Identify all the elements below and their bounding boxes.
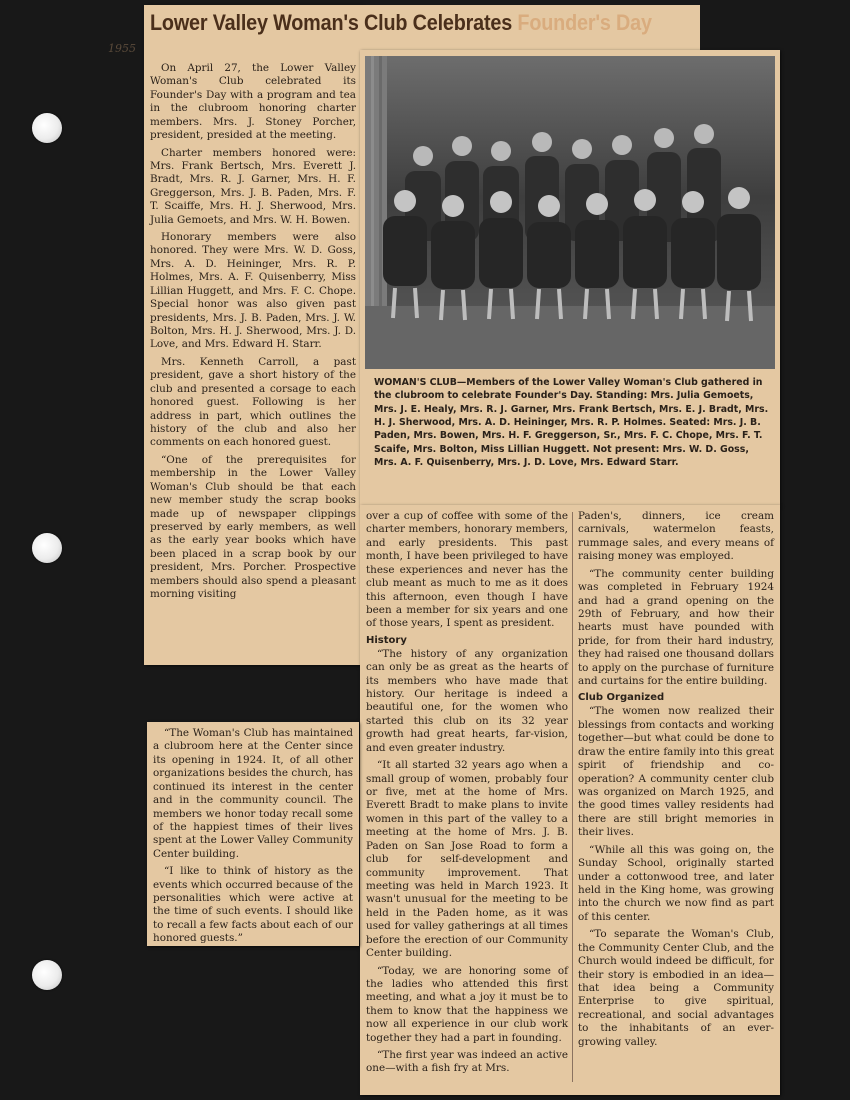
article-paragraph: “While all this was going on, the Sunday School, originally started under a cottonwood tree, and later held in the King home, was growing into the church we now find as part of this center. bbox=[578, 843, 774, 923]
column-divider bbox=[572, 512, 573, 1082]
handwritten-year: 1955 bbox=[108, 42, 136, 55]
binder-hole-middle bbox=[32, 533, 62, 563]
article-paragraph: “One of the prerequisites for membership in the Lower Valley Woman's Club should be that each new member study the scrap books made up of newspaper clippings preserved by early members, as well as the early year books which have been placed in a scrap book by our president, Mrs. Porcher. Prospective members should also spend a pleasant morning visiting bbox=[150, 453, 356, 601]
article-paragraph: “I like to think of history as the events which occurred because of the personalities which were active at the time of such events. I should like to recall a few facts about each of our honored guests.” bbox=[153, 865, 353, 945]
article-paragraph: “The first year was indeed an active one—with a fish fry at Mrs. bbox=[366, 1049, 568, 1075]
column-2 bbox=[366, 510, 568, 1080]
binder-hole-bottom bbox=[32, 960, 62, 990]
article-paragraph: On April 27, the Lower Valley Woman's Club celebrated its Founder's Day with a program and tea in the clubroom honoring charter members. Mrs. J. Stoney Porcher, president, presided at the meeting. bbox=[150, 62, 356, 142]
article-paragraph: “It all started 32 years ago when a small group of women, probably four or five, met at the home of Mrs. Everett Bradt to make plans to invite women in this part of the valley to a meeting at the home of Mrs. J. B. Paden on San Jose Road to form a club for self-development and community improvement. That meeting was held in March 1923. It wasn't unusual for the meeting to be held in the Paden home, as it was used for valley gatherings at all times before the erection of our Community Center building. bbox=[366, 759, 568, 960]
article-paragraph: “To separate the Woman's Club, the Community Center Club, and the Church would indeed be difficult, for their story is embodied in an idea—that idea being a Community Enterprise to give spiritual, recreational, and social advantages to the inhabitants of an ever-growing valley. bbox=[578, 928, 774, 1048]
headline-strip bbox=[144, 5, 700, 53]
article-paragraph: Paden's, dinners, ice cream carnivals, watermelon feasts, rummage sales, and every means of raising money was employed. bbox=[578, 510, 774, 563]
article-paragraph: “The women now realized their blessings from contacts and working together—but what could be done to draw the entire family into this great spirit of friendship and co-operation? A community center club was organized on March 1925, and the good times valley residents had there are still bright memories in their lives. bbox=[578, 705, 774, 839]
small-clipping-text bbox=[153, 727, 353, 950]
headline: Lower Valley Woman's Club Celebrates Founder's Day bbox=[150, 10, 652, 35]
article-paragraph: “The history of any organization can only be as great as the hearts of its members who have made that history. Our heritage is indeed a beautiful one, for the women who started this club on its 32 year growth had great hearts, far-vision, and even greater industry. bbox=[366, 647, 568, 754]
article-paragraph: Honorary members were also honored. They were Mrs. W. D. Goss, Mrs. A. D. Heininger, Mrs. R. P. Holmes, Mrs. A. F. Quisenberry, Miss Lillian Huggett, and Mrs. F. C. Chope. Special honor was also given past presidents, Mrs. J. B. Paden, Mrs. J. W. Bolton, Mrs. H. J. Sherwood, Mrs. J. D. Love, and Mrs. Edward H. Starr. bbox=[150, 231, 356, 351]
binder-hole-top bbox=[32, 113, 62, 143]
article-paragraph: “The community center building was completed in February 1924 and had a grand opening on the 29th of February, and how their hearts must have pounded with pride, for from their hard industry, they had raised one thousand dollars to apply on the purchase of furniture and curtains for the entire building. bbox=[578, 567, 774, 688]
article-paragraph: Mrs. Kenneth Carroll, a past president, gave a short history of the club and presented a corsage to each honored guest. Following is her address in part, which outlines the history of the club and also her comments on each honored guest. bbox=[150, 355, 356, 449]
article-paragraph: Charter members honored were: Mrs. Frank Bertsch, Mrs. Everett J. Bradt, Mrs. R. J. Garner, Mrs. H. F. Greggerson, Mrs. J. B. Paden, Mrs. F. T. Scaiffe, Mrs. H. J. Sherwood, Mrs. Julia Gemoets, and Mrs. W. H. Bowen. bbox=[150, 146, 356, 226]
photo-caption: WOMAN'S CLUB—Members of the Lower Valley Woman's Club gathered in the clubroom to celebrate Founder's Day. Standing: Mrs. Julia Gemoets, Mrs. J. E. Healy, Mrs. R. J. Garner, Mrs. Frank Bertsch, Mrs. E. J. Bradt, Mrs. H. J. Sherwood, Mrs. A. D. Heininger, Mrs. R. P. Holmes. Seated: Mrs. J. B. Paden, Mrs. Bowen, Mrs. H. F. Greggerson, Sr., Mrs. F. C. Chope, Mrs. F. T. Scaife, Mrs. Bolton, Miss Lillian Huggett. Not present: Mrs. W. D. Goss, Mrs. A. F. Quisenberry, Mrs. J. D. Love, Mrs. Edward Starr. bbox=[374, 377, 769, 469]
column-1 bbox=[150, 62, 356, 605]
article-paragraph: “The Woman's Club has maintained a clubroom here at the Center since its opening in 1924. It, of all other organizations besides the church, has continued its interest in the center and in the community council. The members we honor today recall some of the happiest times of their lives spent at the Lower Valley Community Center building. bbox=[153, 727, 353, 860]
article-paragraph: “Today, we are honoring some of the ladies who attended this first meeting, and what a joy it must be to them to know that the happiness we now all experience in our club work together they had a part in founding. bbox=[366, 964, 568, 1044]
group-photo-image bbox=[365, 56, 775, 369]
column-3 bbox=[578, 510, 774, 1053]
subhead: History bbox=[366, 634, 407, 646]
article-paragraph: over a cup of coffee with some of the charter members, honorary members, and early presidents. This past month, I have been privileged to have these experiences and never has the club meant as much to me as it does this afternoon, even though I have been a member for six years and one of those years, I spent as president. bbox=[366, 510, 568, 630]
subhead: Club Organized bbox=[578, 692, 665, 704]
group-photo bbox=[365, 56, 775, 369]
